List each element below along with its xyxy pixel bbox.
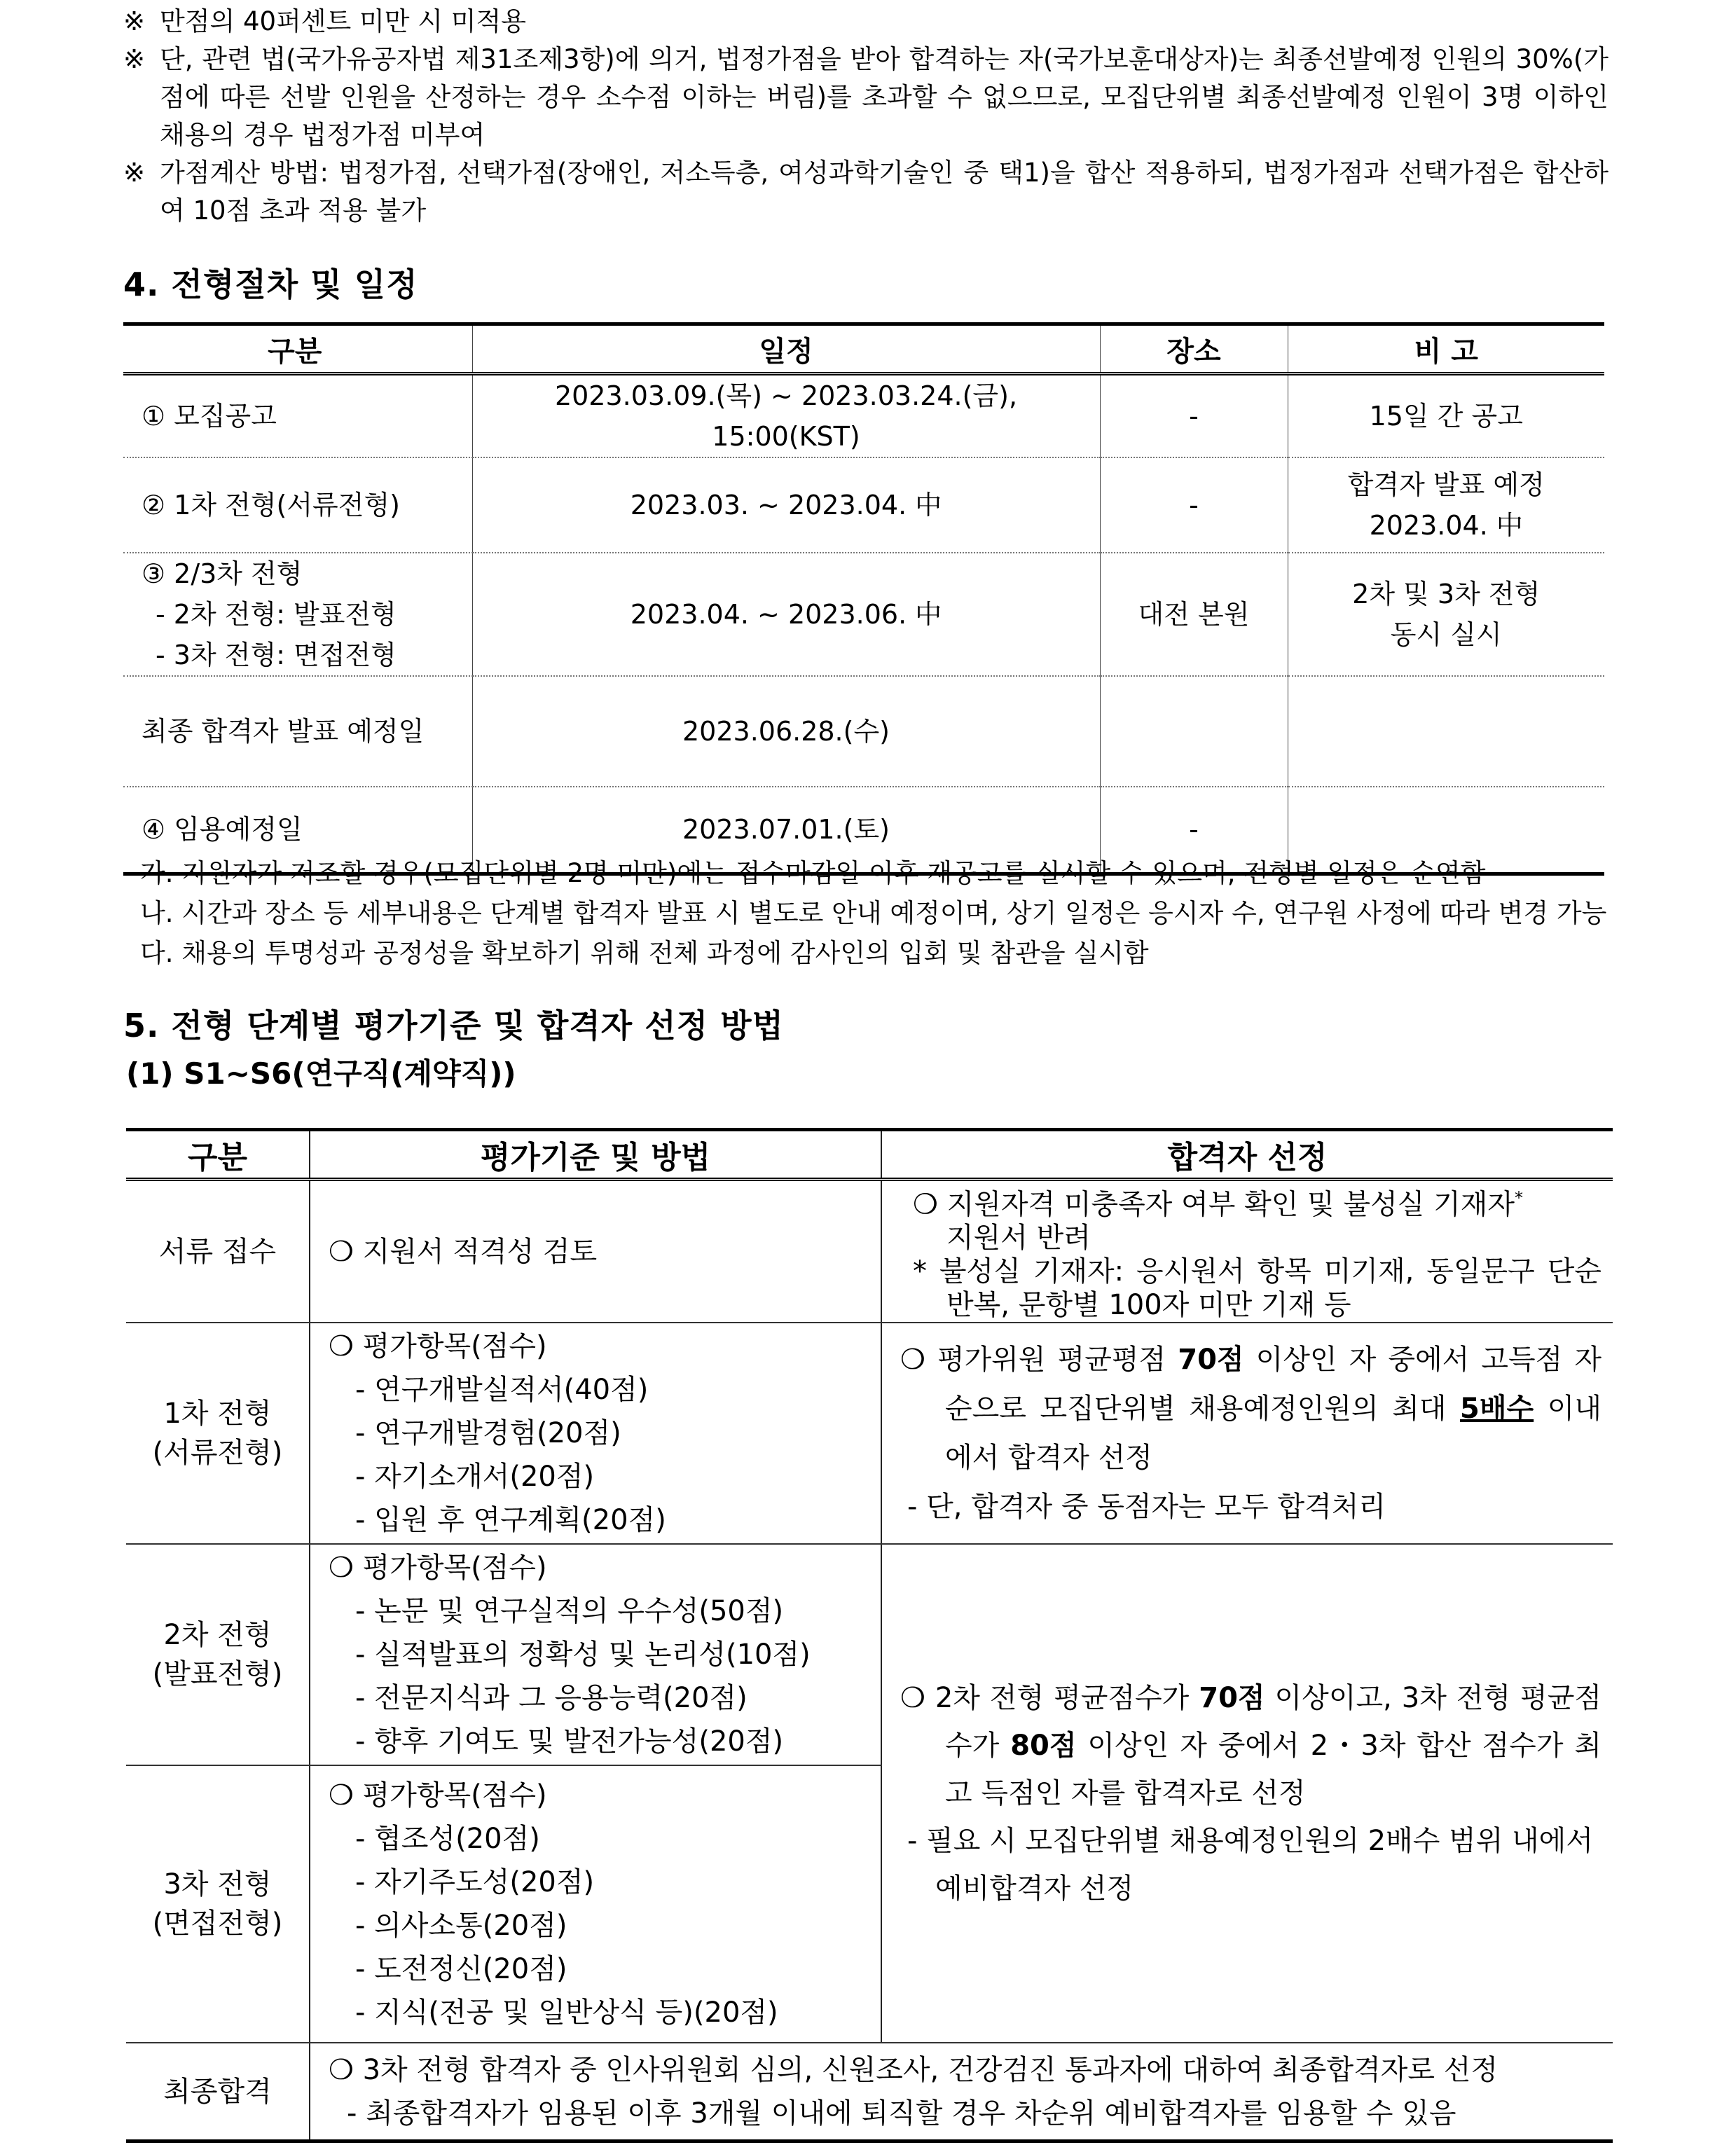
stage-cell: ① 모집공고 xyxy=(123,374,472,458)
col-header-category: 구분 xyxy=(126,1130,310,1180)
place-cell: - xyxy=(1100,374,1288,458)
note-bonus-calc: ※ 가점계산 방법: 법정가점, 선택가점(장애인, 저소득층, 여성과학기술인 중 택1)을 합산 적용하되, 법정가점과 선택가점은 합산하여 10점 초과 적용 불가 xyxy=(123,158,1608,226)
stage-cell: ④ 임용예정일 xyxy=(123,787,472,874)
table-row xyxy=(123,676,1604,787)
place-cell xyxy=(1100,676,1288,787)
evaluation-table xyxy=(126,1128,1613,2143)
col-header-schedule: 일정 xyxy=(472,324,1100,374)
remarks-cell: 합격자 발표 예정 2023.04. 中 xyxy=(1288,457,1604,553)
selection-cell: ❍ 평가위원 평균평점 70점 이상인 자 중에서 고득점 자순으로 모집단위별 채용예정인원의 최대 5배수 이내에서 합격자 선정 - 단, 합격자 중 동점자는 모두 합격처리 xyxy=(881,1323,1613,1544)
stage-cell: 3차 전형 (면접전형) xyxy=(126,1765,310,2043)
schedule-cell: 2023.07.01.(토) xyxy=(472,787,1100,874)
section4-title: 4. 전형절차 및 일정 xyxy=(123,265,418,303)
stage-cell: ③ 2/3차 전형 - 2차 전형: 발표전형 - 3차 전형: 면접전형 xyxy=(123,553,472,676)
final-cell: ❍ 3차 전형 합격자 중 인사위원회 심의, 신원조사, 건강검진 통과자에 대하여 최종합격자로 선정 - 최종합격자가 임용된 이후 3개월 이내에 퇴직할 경우 차순위 예비합격자를 임용할 수 있음 xyxy=(310,2043,1613,2141)
criteria-cell: ❍ 지원서 적격성 검토 xyxy=(310,1180,881,1323)
schedule-cell: 2023.03.09.(목) ~ 2023.03.24.(금), 15:00(KST) xyxy=(472,374,1100,458)
remarks-cell: 15일 간 공고 xyxy=(1288,374,1604,458)
schedule-note: 가. 지원자가 저조할 경우(모집단위별 2명 미만)에는 접수마감일 이후 재공고를 실시할 수 있으며, 전형별 일정은 순연함 xyxy=(140,858,1486,888)
schedule-cell: 2023.04. ~ 2023.06. 中 xyxy=(472,553,1100,676)
place-cell: - xyxy=(1100,787,1288,874)
schedule-note: 다. 채용의 투명성과 공정성을 확보하기 위해 전체 과정에 감사인의 입회 및 참관을 실시함 xyxy=(140,938,1149,968)
stage-cell: 최종합격 xyxy=(126,2043,310,2141)
table-row xyxy=(123,374,1604,458)
selection-cell: ❍ 2차 전형 평균점수가 70점 이상이고, 3차 전형 평균점수가 80점 이상인 자 중에서 2・3차 합산 점수가 최고 득점인 자를 합격자로 선정 - 필요 시 모집단위별 채용예정인원의 2배수 범위 내에서 예비합격자 선정 xyxy=(881,1544,1613,2043)
remarks-cell xyxy=(1288,676,1604,787)
place-cell: - xyxy=(1100,457,1288,553)
schedule-table xyxy=(123,322,1604,876)
stage-cell: ② 1차 전형(서류전형) xyxy=(123,457,472,553)
table-row xyxy=(123,457,1604,553)
col-header-category: 구분 xyxy=(123,324,472,374)
place-cell: 대전 본원 xyxy=(1100,553,1288,676)
evaluation-header-row xyxy=(126,1130,1613,1180)
criteria-cell: ❍ 평가항목(점수) - 협조성(20점) - 자기주도성(20점) - 의사소통(20점) - 도전정신(20점) - 지식(전공 및 일반상식 등)(20점) xyxy=(310,1765,881,2043)
criteria-cell: ❍ 평가항목(점수) - 논문 및 연구실적의 우수성(50점) - 실적발표의 정확성 및 논리성(10점) - 전문지식과 그 응용능력(20점) - 향후 기여도 및 발전가능성(20점) xyxy=(310,1544,881,1765)
schedule-note: 나. 시간과 장소 등 세부내용은 단계별 합격자 발표 시 별도로 안내 예정이며, 상기 일정은 응시자 수, 연구원 사정에 따라 변경 가능 xyxy=(140,898,1607,928)
section5-subtitle: (1) S1~S6(연구직(계약직)) xyxy=(126,1056,516,1091)
schedule-cell: 2023.06.28.(수) xyxy=(472,676,1100,787)
table-row xyxy=(123,553,1604,676)
note-threshold: ※ 만점의 40퍼센트 미만 시 미적용 xyxy=(123,6,527,36)
row-first-stage xyxy=(126,1323,1613,1544)
remarks-cell: 2차 및 3차 전형 동시 실시 xyxy=(1288,553,1604,676)
schedule-header-row xyxy=(123,324,1604,374)
row-second-stage xyxy=(126,1544,1613,1765)
schedule-cell: 2023.03. ~ 2023.04. 中 xyxy=(472,457,1100,553)
stage-cell: 서류 접수 xyxy=(126,1180,310,1323)
note-veteran-limit: ※ 단, 관련 법(국가유공자법 제31조제3항)에 의거, 법정가점을 받아 합격하는 자(국가보훈대상자)는 최종선발예정 인원의 30%(가점에 따른 선발 인원을 산정하는 경우 소수점 이하는 버림)를 초과할 수 없으므로, 모집단위별 최종선발예정 인원이 3명 이하인 채용의 경우 법정가점 미부여 xyxy=(123,44,1608,150)
section5-title: 5. 전형 단계별 평가기준 및 합격자 선정 방법 xyxy=(123,1007,784,1044)
stage-cell: 최종 합격자 발표 예정일 xyxy=(123,676,472,787)
row-final xyxy=(126,2043,1613,2141)
col-header-criteria: 평가기준 및 방법 xyxy=(310,1130,881,1180)
col-header-remarks: 비 고 xyxy=(1288,324,1604,374)
stage-cell: 2차 전형 (발표전형) xyxy=(126,1544,310,1765)
row-document-submission xyxy=(126,1180,1613,1323)
selection-cell: ❍ 지원자격 미충족자 여부 확인 및 불성실 기재자* 지원서 반려 * 불성실 기재자: 응시원서 항목 미기재, 동일문구 단순반복, 문항별 100자 미만 기재 등 xyxy=(881,1180,1613,1323)
col-header-selection: 합격자 선정 xyxy=(881,1130,1613,1180)
schedule-notes xyxy=(140,853,1618,973)
stage-cell: 1차 전형 (서류전형) xyxy=(126,1323,310,1544)
criteria-cell: ❍ 평가항목(점수) - 연구개발실적서(40점) - 연구개발경험(20점) - 자기소개서(20점) - 입원 후 연구계획(20점) xyxy=(310,1323,881,1544)
top-notes xyxy=(123,3,1608,230)
col-header-place: 장소 xyxy=(1100,324,1288,374)
